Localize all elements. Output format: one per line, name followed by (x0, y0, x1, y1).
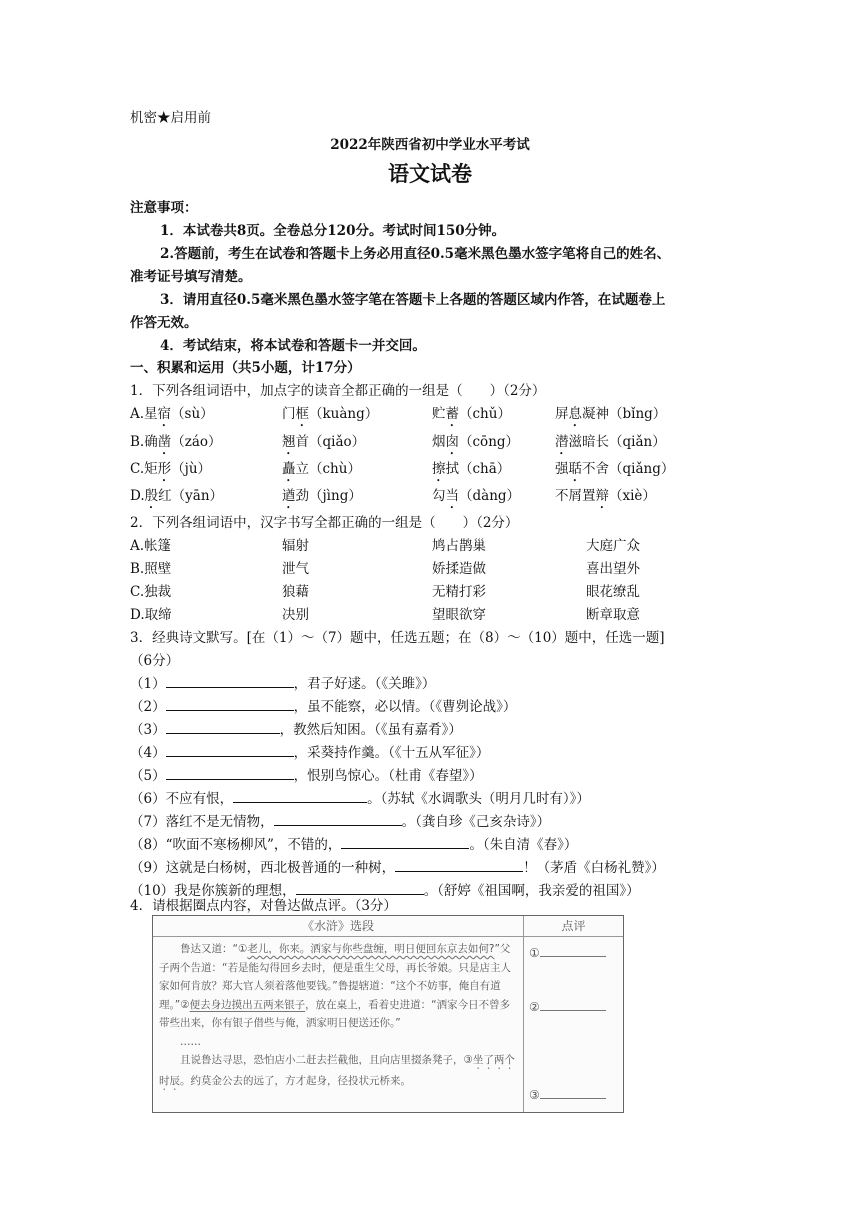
q2-option-b4: 喜出望外 (586, 561, 640, 577)
section-1-title: 一、积累和运用（共5小题，计17分） (130, 360, 361, 376)
q3-item-3: （3） ，教然后知困。（《虽有嘉肴》） (130, 722, 462, 738)
q4-excerpt-table (152, 915, 624, 1113)
q2-option-d1: D.取缔 (130, 607, 172, 623)
comment-blank-3[interactable] (540, 1086, 606, 1099)
underlined-text: 便去身边摸出五两来银子 (189, 998, 306, 1011)
q3-blank-7[interactable] (274, 813, 402, 826)
q2-option-b2: 泄气 (282, 561, 309, 577)
notice-item-2-cont: 准考证号填写清楚。 (130, 269, 252, 285)
q3-blank-9[interactable] (395, 859, 523, 872)
mark-1: ① (237, 943, 248, 955)
q3-stem: 3．经典诗文默写。[在（1）～（7）题中，任选五题；在（8）～（10）题中，任选一题] (130, 630, 665, 646)
q1-option-c1: C.矩形（jù） (130, 461, 212, 477)
q1-option-d3: 勾当（dàng） (432, 488, 521, 504)
q2-option-a3: 鸠占鹊巢 (432, 538, 486, 554)
q3-item-7: （7）落红不是无情物， 。（龚自珍《己亥杂诗》） (130, 814, 551, 830)
q1-option-b1: B.确凿（záo） (130, 434, 222, 450)
notice-item-1: 1．本试卷共8页。全卷总分120分。考试时间150分钟。 (160, 223, 506, 239)
notice-title: 注意事项： (130, 200, 198, 216)
q1-option-a3: 贮蓄（chǔ） (432, 406, 511, 422)
q2-option-a2: 辐射 (282, 538, 309, 554)
dotted-text: 坐了两个时辰 (159, 1054, 515, 1087)
q2-option-d3: 望眼欲穿 (432, 607, 486, 623)
ellipsis: …… (180, 1035, 201, 1048)
q2-option-c3: 无精打彩 (432, 584, 486, 600)
q4-stem: 4．请根据圈点内容，对鲁达做点评。（3分） (130, 898, 397, 914)
q1-option-a1: A.星宿（sù） (130, 406, 214, 422)
q2-option-d4: 断章取意 (586, 607, 640, 623)
q1-option-d2: 遒劲（jìng） (282, 488, 362, 504)
q1-option-b3: 烟囱（cōng） (432, 434, 520, 450)
q3-item-5: （5） ，恨别鸟惊心。（杜甫《春望》） (130, 768, 483, 784)
mark-3: ③ (463, 1054, 473, 1066)
q1-option-a2: 门框（kuàng） (282, 406, 379, 422)
q2-option-c2: 狼藉 (282, 584, 309, 600)
q3-item-10: （10）我是你簇新的理想， 。（舒婷《祖国啊，我亲爱的祖国》） (130, 883, 640, 899)
q2-option-b3: 娇揉造做 (432, 561, 486, 577)
q2-stem: 2．下列各组词语中，汉字书写全都正确的一组是（ ）（2分） (130, 515, 519, 531)
q1-option-d1: D.殷红（yān） (130, 488, 224, 504)
q1-option-a4: 屏息凝神（bǐng） (555, 406, 667, 422)
q1-option-b4: 潜滋暗长（qiǎn） (555, 434, 666, 450)
paper-title: 语文试卷 (388, 161, 472, 186)
q2-option-c4: 眼花缭乱 (586, 584, 640, 600)
table-header-comment: 点评 (524, 916, 623, 937)
wavy-marked-text: 老儿，你来。洒家与你些盘缠，明日便回东京去如何? (247, 943, 495, 955)
q3-blank-5[interactable] (166, 767, 294, 780)
exam-title: 2022年陕西省初中学业水平考试 (330, 137, 530, 153)
q3-item-9: （9）这就是白杨树，西北极普通的一种树， ！（茅盾《白杨礼赞》） (130, 860, 665, 876)
notice-item-3-cont: 作答无效。 (130, 315, 198, 331)
q3-blank-4[interactable] (166, 744, 294, 757)
q2-option-d2: 决别 (282, 607, 309, 623)
q3-item-6: （6）不应有恨， 。（苏轼《水调歌头（明月几时有）》） (130, 791, 590, 807)
q3-item-1: （1） ，君子好逑。（《关雎》） (130, 676, 436, 692)
comment-blank-2[interactable] (540, 998, 606, 1011)
q1-option-d4: 不屑置辩（xiè） (555, 488, 656, 504)
q1-stem: 1．下列各组词语中，加点字的读音全都正确的一组是（ ）（2分） (130, 383, 546, 399)
mark-2: ② (180, 998, 190, 1011)
q3-blank-2[interactable] (166, 698, 294, 711)
q3-blank-6[interactable] (233, 790, 367, 803)
notice-item-3: 3．请用直径0.5毫米黑色墨水签字笔在答题卡上各题的答题区域内作答，在试题卷上 (160, 292, 666, 308)
q3-item-8: （8）“吹面不寒杨柳风”，不错的， 。（朱自清《春》） (130, 837, 578, 853)
q2-option-a1: A.帐篷 (130, 538, 172, 554)
q3-blank-3[interactable] (166, 721, 280, 734)
q3-blank-8[interactable] (341, 836, 469, 849)
notice-item-4: 4．考试结束，将本试卷和答题卡一并交回。 (160, 338, 426, 354)
q2-option-a4: 大庭广众 (586, 538, 640, 554)
q3-item-4: （4） ，采葵持作羹。（《十五从军征》） (130, 745, 490, 761)
notice-item-2: 2.答题前，考生在试卷和答题卡上务必用直径0.5毫米黑色墨水签字笔将自己的姓名、 (160, 246, 671, 262)
q3-blank-1[interactable] (166, 675, 294, 688)
q1-option-c3: 擦拭（chā） (432, 461, 511, 477)
secret-label: 机密★启用前 (130, 110, 211, 126)
q2-option-b1: B.照壁 (130, 561, 172, 577)
table-divider (523, 916, 524, 1112)
excerpt-passage: 鲁达又道：“①老儿，你来。洒家与你些盘缠，明日便回东京去如何?”父子两个告道：“若是能勾得回乡去时，便是重生父母，再长爷娘。只是店主人家如何肯放？郑大官人须着落他要钱。”鲁提辖道：“这个不妨事，俺自有道理。”②便去身边摸出五两来银子，放在桌上，看着史进道：“洒家今日不曾多带些出来，你有银子借些与俺，洒家明日便送还你。” …… 且说鲁达寻思，恐怕店小二赶去拦截他，且向店里掇条凳子，③坐了两个时辰。约莫金公去的远了，方才起身，径投状元桥来。 (159, 943, 515, 1087)
q1-option-b2: 翘首（qiǎo） (282, 434, 366, 450)
comment-slot-2: ② (529, 998, 606, 1014)
table-header-excerpt: 《水浒》选段 (153, 916, 523, 937)
comment-slot-3: ③ (529, 1086, 606, 1102)
q2-option-c1: C.独裁 (130, 584, 172, 600)
q1-option-c2: 矗立（chù） (282, 461, 361, 477)
q3-item-2: （2） ，虽不能察，必以情。（《曹刿论战》） (130, 699, 517, 715)
comment-blank-1[interactable] (540, 944, 606, 957)
comment-slot-1: ① (529, 944, 606, 960)
q3-score: （6分） (130, 653, 180, 669)
q1-option-c4: 强聒不舍（qiǎng） (555, 461, 675, 477)
